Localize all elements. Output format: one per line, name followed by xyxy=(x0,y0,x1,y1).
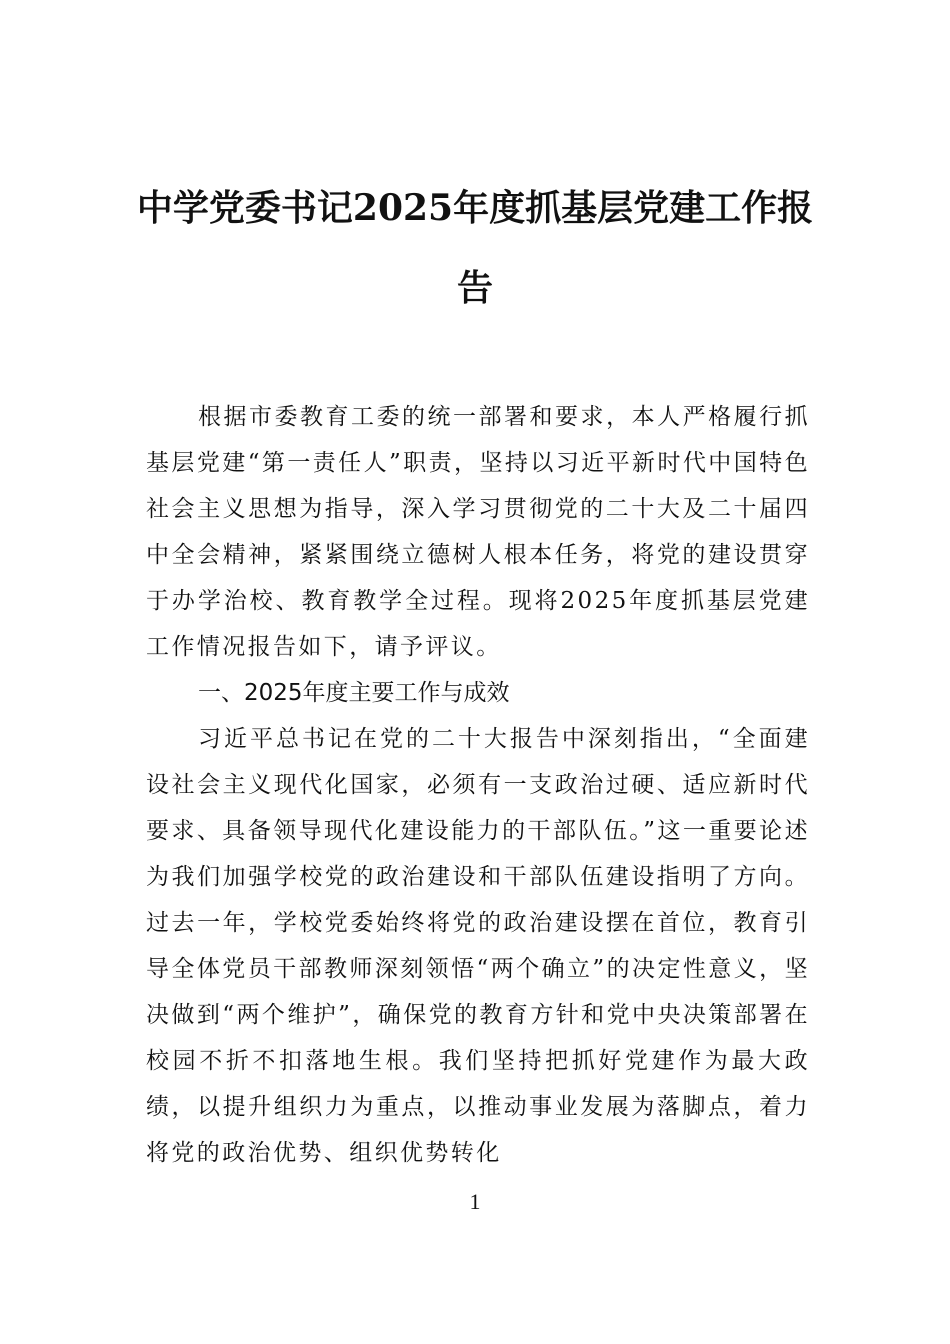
section-heading: 一、2025年度主要工作与成效 xyxy=(198,680,510,706)
section-paragraph: 习近平总书记在党的二十大报告中深刻指出，“全面建设社会主义现代化国家，必须有一支政治过硬、适应新时代要求、具备领导现代化建设能力的干部队伍。”这一重要论述为我们加强学校党的政治建设和干部队伍建设指明了方向。过去一年，学校党委始终将党的政治建设摆在首位，教育引导全体党员干部教师深刻领悟“两个确立”的决定性意义，坚决做到“两个维护”，确保党的教育方针和党中央决策部署在校园不折不扣落地生根。我们坚持把抓好党建作为最大政绩，以提升组织力为重点，以推动事业发展为落脚点，着力将党的政治优势、组织优势转化 xyxy=(146,726,810,1166)
title-line-2: 告 xyxy=(456,267,493,309)
document-body xyxy=(146,394,810,1176)
intro-paragraph: 根据市委教育工委的统一部署和要求，本人严格履行抓基层党建“第一责任人”职责，坚持以习近平新时代中国特色社会主义思想为指导，深入学习贯彻党的二十大及二十届四中全会精神，紧紧围绕立德树人根本任务，将党的建设贯穿于办学治校、教育教学全过程。现将2025年度抓基层党建工作情况报告如下，请予评议。 xyxy=(146,404,810,660)
title-line-1: 中学党委书记2025年度抓基层党建工作报 xyxy=(136,187,814,229)
page-number: 1 xyxy=(469,1189,481,1214)
document-title xyxy=(120,168,830,328)
